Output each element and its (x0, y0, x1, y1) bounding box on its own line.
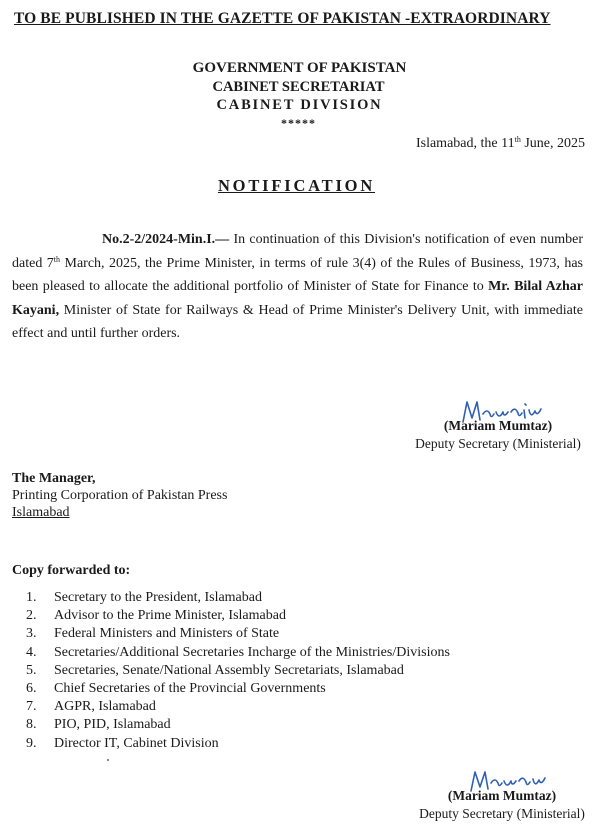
addressee-city: Islamabad (12, 505, 70, 520)
header-secretariat: CABINET SECRETARIAT (212, 79, 385, 95)
signatory-designation: Deputy Secretary (Ministerial) (419, 806, 585, 821)
addressee-org: Printing Corporation of Pakistan Press (12, 488, 228, 503)
copy-list (26, 589, 450, 753)
notification-body: No.2-2/2024-Min.I.— In continuation of this Division's notification of even number dated 7th March, 2025, the Prime Minister, in terms of rule 3(4) of the Rules of Business, 1973, has been pleased to allocate the additional portfolio of Minister of State for Finance to Mr. Bilal Azhar Kayani, Minister of State for Railways & Head of Prime Minister's Delivery Unit, with immediate effect and until further orders. (12, 232, 583, 341)
list-item: 2. Advisor to the Prime Minister, Islamabad (26, 608, 286, 624)
list-item: 4. Secretaries/Additional Secretaries Incharge of the Ministries/Divisions (26, 644, 450, 660)
signatory-name: (Mariam Mumtaz) (447, 788, 557, 803)
addressee-title: The Manager, (12, 471, 96, 486)
signatory-name: (Mariam Mumtaz) (443, 418, 553, 433)
list-item: 1. Secretary to the President, Islamabad (26, 590, 262, 605)
signatory-designation: Deputy Secretary (Ministerial) (415, 436, 581, 451)
reference-number: No.2-2/2024-Min.I.— (102, 232, 230, 247)
header-asterisks: ***** (281, 116, 316, 130)
header-government: GOVERNMENT OF PAKISTAN (192, 60, 407, 76)
issue-date: Islamabad, the 11th June, 2025 (415, 135, 585, 151)
list-item: 5. Secretaries, Senate/National Assembly Secretariats, Islamabad (26, 662, 404, 678)
signatory-block-1 (408, 418, 588, 452)
copy-forwarded-heading: Copy forwarded to: (12, 563, 131, 578)
list-item: 7. AGPR, Islamabad (26, 699, 156, 715)
list-item: 3. Federal Ministers and Ministers of State (26, 626, 280, 642)
list-item: 6. Chief Secretaries of the Provincial Governments (26, 681, 326, 697)
header-division: CABINET DIVISION (216, 97, 383, 113)
person-name: Mr. Bilal Azhar Kayani, (12, 279, 583, 318)
notification-title: NOTIFICATION (217, 176, 376, 195)
gazette-banner: TO BE PUBLISHED IN THE GAZETTE OF PAKISTAN -EXTRAORDINARY (14, 10, 551, 27)
stray-mark (107, 759, 109, 761)
addressee-block (12, 470, 227, 521)
list-item: 9. Director IT, Cabinet Division (26, 735, 219, 751)
list-item: 8. PIO, PID, Islamabad (26, 717, 171, 733)
signatory-block-2 (407, 788, 597, 822)
